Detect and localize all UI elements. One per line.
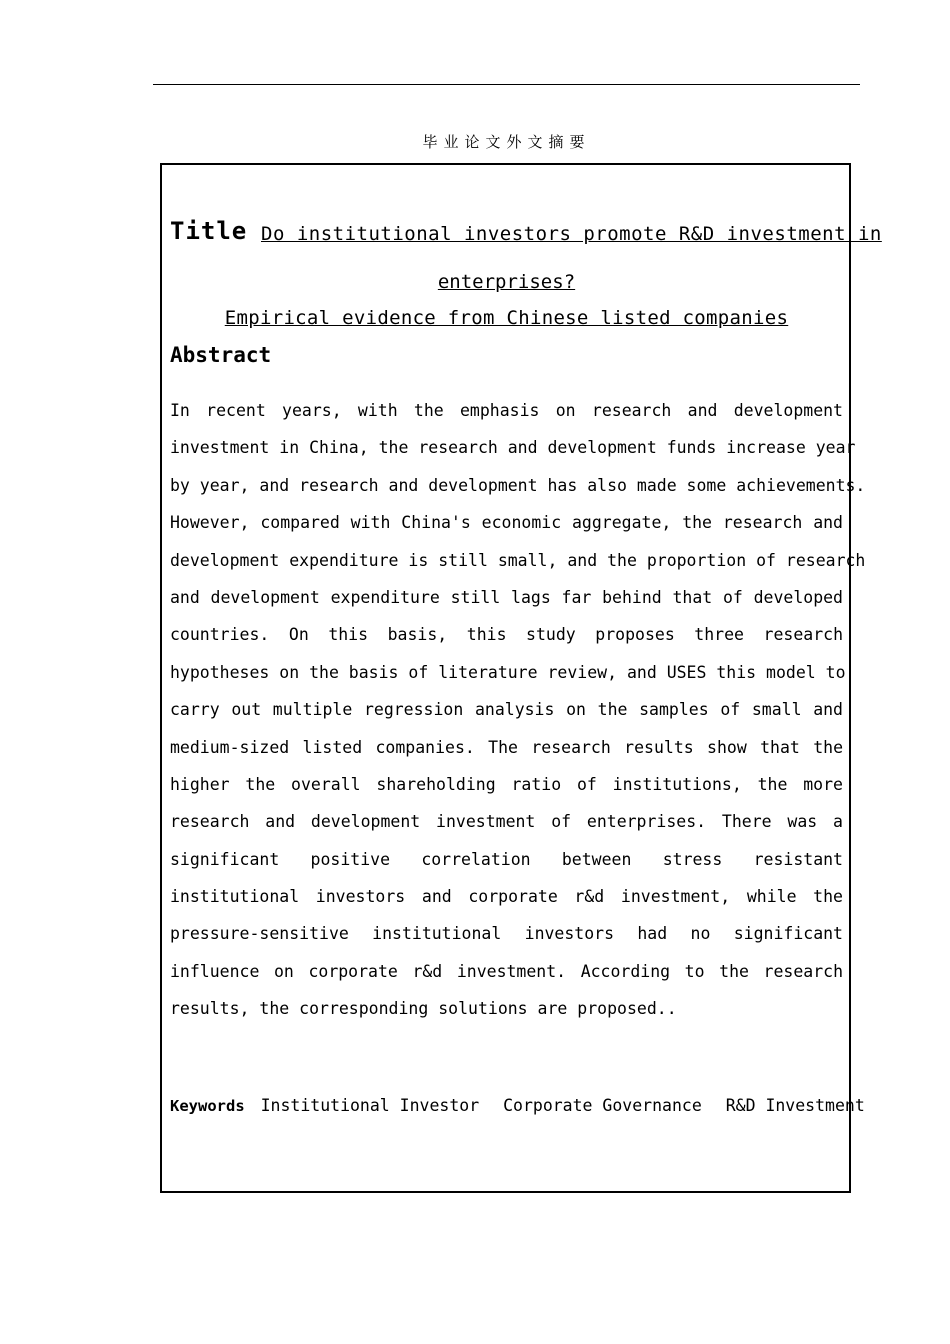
abstract-line: influence on corporate r&d investment. According to the research	[170, 961, 843, 981]
abstract-line: medium-sized listed companies. The research results show that the	[170, 737, 843, 757]
abstract-line: countries. On this basis, this study proposes three research	[170, 625, 843, 645]
abstract-body	[170, 392, 866, 1028]
title-text-line-2	[170, 271, 843, 293]
abstract-line: significant positive correlation between stress resistant	[170, 849, 843, 869]
subtitle-text-span: Empirical evidence from Chinese listed companies	[224, 307, 789, 329]
title-text-line-1: Do institutional investors promote R&D investment in	[261, 223, 882, 245]
abstract-line: In recent years, with the emphasis on research and development	[170, 401, 843, 420]
keyword-item: Corporate Governance	[503, 1096, 702, 1115]
keywords-row	[170, 1096, 865, 1115]
keyword-item: R&D Investment	[725, 1096, 865, 1115]
abstract-line: However, compared with China's economic aggregate, the research and	[170, 513, 843, 533]
abstract-line: higher the overall shareholding ratio of institutions, the more	[170, 774, 843, 794]
title-label: Title	[170, 217, 248, 245]
title-row	[170, 217, 882, 253]
keyword-item: Institutional Investor	[260, 1096, 480, 1115]
title-text-line-2-span: enterprises?	[437, 271, 576, 293]
abstract-line: hypotheses on the basis of literature review, and USES this model to	[170, 662, 846, 682]
header-rule	[153, 84, 860, 85]
abstract-line: carry out multiple regression analysis on the samples of small and	[170, 700, 843, 720]
keywords-label: Keywords	[170, 1097, 245, 1115]
abstract-line: research and development investment of enterprises. There was a	[170, 812, 843, 832]
abstract-line: and development expenditure still lags far behind that of developed	[170, 587, 843, 607]
abstract-line: by year, and research and development has also made some achievements.	[170, 475, 866, 495]
abstract-line: investment in China, the research and development funds increase year	[170, 438, 856, 458]
abstract-heading: Abstract	[170, 343, 272, 367]
page-header: 毕业论文外文摘要	[422, 133, 591, 151]
subtitle-text	[170, 307, 843, 329]
abstract-line: results, the corresponding solutions are proposed..	[170, 999, 677, 1019]
abstract-line: pressure-sensitive institutional investors had no significant	[170, 924, 843, 944]
abstract-line: institutional investors and corporate r&d investment, while the	[170, 887, 843, 907]
abstract-line: development expenditure is still small, and the proportion of research	[170, 550, 866, 570]
